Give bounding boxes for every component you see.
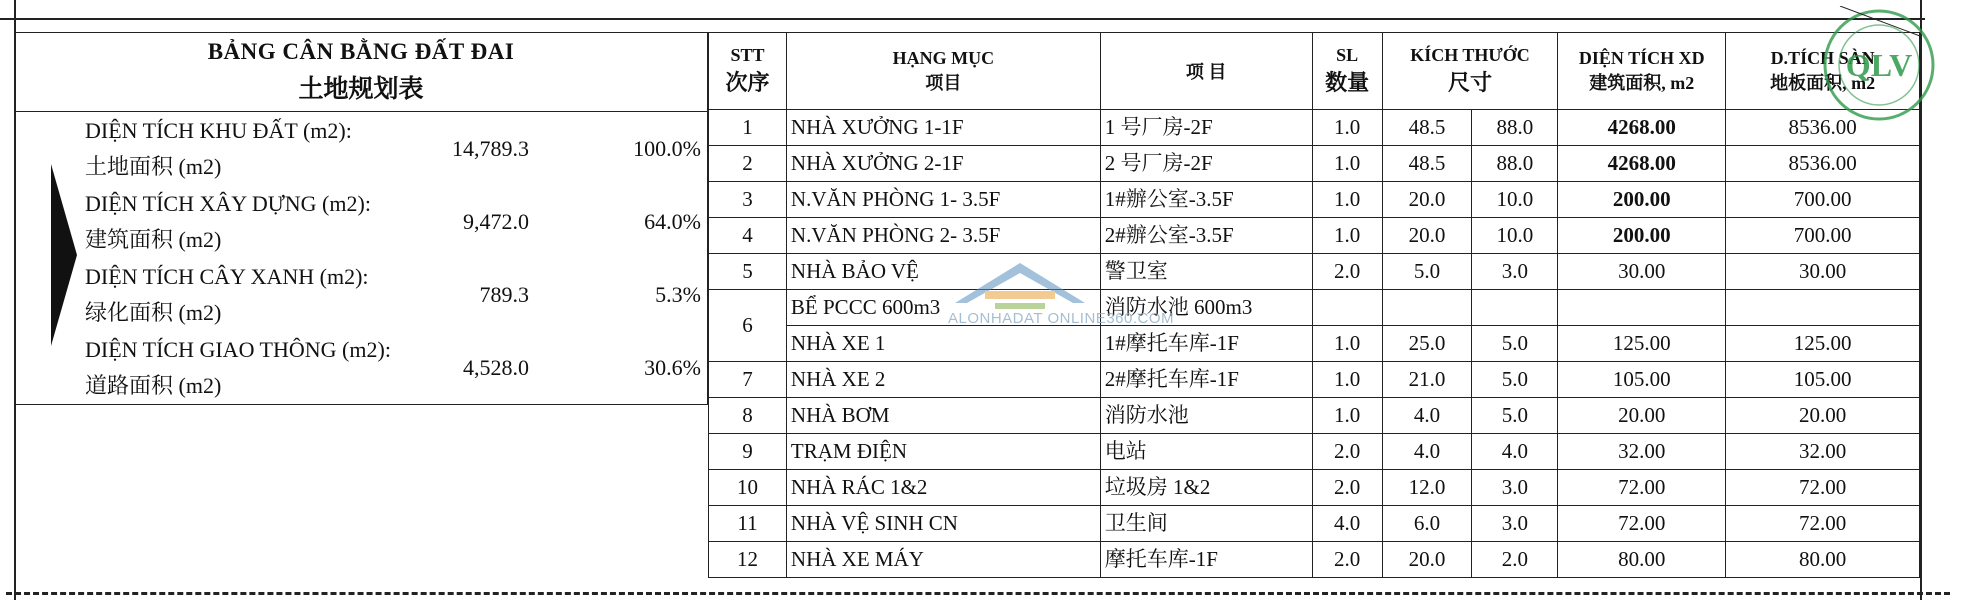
header-sl-cn: 数量	[1325, 70, 1370, 95]
cell-xiang-mu: 2#摩托车库-1F	[1100, 362, 1312, 398]
header-d-tich-san-cn: 地板面积, m2	[1770, 72, 1876, 93]
cell-xiang-mu: 摩托车库-1F	[1100, 542, 1312, 578]
cell-stt: 11	[709, 506, 787, 542]
summary-row-land-area	[15, 112, 707, 184]
cell-dien-tich-xd: 105.00	[1558, 362, 1726, 398]
cell-stt: 2	[709, 146, 787, 182]
header-kich-thuoc-cn: 尺寸	[1447, 70, 1492, 95]
cell-xiang-mu: 电站	[1100, 434, 1312, 470]
land-balance-title-vn: BẢNG CÂN BẰNG ĐẤT ĐAI	[207, 39, 515, 64]
cell-dim-a: 5.0	[1382, 254, 1472, 290]
cell-d-tich-san: 8536.00	[1726, 110, 1920, 146]
cell-xiang-mu: 2 号厂房-2F	[1100, 146, 1312, 182]
cell-dien-tich-xd: 30.00	[1558, 254, 1726, 290]
cell-dim-b: 10.0	[1472, 218, 1558, 254]
cell-hang-muc: NHÀ XE 2	[786, 362, 1100, 398]
table-row	[709, 146, 1920, 182]
cell-xiang-mu: 消防水池	[1100, 398, 1312, 434]
cell-stt: 5	[709, 254, 787, 290]
cell-dien-tich-xd: 72.00	[1558, 506, 1726, 542]
cell-sl: 2.0	[1312, 434, 1382, 470]
cell-xiang-mu: 1#辦公室-3.5F	[1100, 182, 1312, 218]
cell-hang-muc: NHÀ XE MÁY	[786, 542, 1100, 578]
header-hang-muc-vn: HẠNG MỤC	[892, 47, 995, 68]
cell-d-tich-san: 8536.00	[1726, 146, 1920, 182]
cell-sl: 2.0	[1312, 254, 1382, 290]
cell-sl: 1.0	[1312, 218, 1382, 254]
table-row	[709, 434, 1920, 470]
cell-d-tich-san: 32.00	[1726, 434, 1920, 470]
cell-dien-tich-xd: 32.00	[1558, 434, 1726, 470]
cell-xiang-mu: 1#摩托车库-1F	[1100, 326, 1312, 362]
cell-sl	[1312, 290, 1382, 326]
table-row	[709, 542, 1920, 578]
cell-sl: 1.0	[1312, 326, 1382, 362]
cell-dien-tich-xd: 200.00	[1558, 182, 1726, 218]
cell-sl: 4.0	[1312, 506, 1382, 542]
header-sl	[1312, 33, 1382, 110]
cell-hang-muc: TRẠM ĐIỆN	[786, 434, 1100, 470]
table-row	[709, 182, 1920, 218]
summary-row-traffic-area	[15, 331, 707, 403]
table-row	[709, 362, 1920, 398]
cell-hang-muc: NHÀ VỆ SINH CN	[786, 506, 1100, 542]
summary-label-vn: DIỆN TÍCH KHU ĐẤT (m2):	[85, 118, 352, 143]
summary-percent: 100.0%	[633, 136, 701, 161]
cell-xiang-mu: 警卫室	[1100, 254, 1312, 290]
cell-xiang-mu: 1 号厂房-2F	[1100, 110, 1312, 146]
summary-row-green-area	[15, 258, 707, 330]
land-balance-title-cell	[15, 33, 708, 112]
cell-dien-tich-xd: 20.00	[1558, 398, 1726, 434]
cell-d-tich-san: 72.00	[1726, 470, 1920, 506]
header-stt-cn: 次序	[725, 70, 770, 95]
frame-top-line	[0, 18, 1925, 20]
table-row	[709, 470, 1920, 506]
summary-value: 4,528.0	[463, 355, 529, 380]
cell-dien-tich-xd: 125.00	[1558, 326, 1726, 362]
cell-hang-muc: NHÀ XE 1	[786, 326, 1100, 362]
cell-sl: 1.0	[1312, 398, 1382, 434]
header-hang-muc	[786, 33, 1100, 110]
cell-dim-a: 4.0	[1382, 434, 1472, 470]
cell-dim-b: 5.0	[1472, 362, 1558, 398]
cell-xiang-mu: 卫生间	[1100, 506, 1312, 542]
cell-dim-a: 21.0	[1382, 362, 1472, 398]
summary-row-construction-area	[15, 185, 707, 257]
summary-percent: 30.6%	[644, 355, 701, 380]
cell-sl: 1.0	[1312, 182, 1382, 218]
cell-dim-b: 5.0	[1472, 326, 1558, 362]
cell-d-tich-san	[1726, 290, 1920, 326]
header-d-tich-san-vn: D.TÍCH SÀN	[1770, 47, 1875, 68]
cell-hang-muc: N.VĂN PHÒNG 1- 3.5F	[786, 182, 1100, 218]
table-row	[709, 506, 1920, 542]
cell-dien-tich-xd	[1558, 290, 1726, 326]
cell-stt: 12	[709, 542, 787, 578]
svg-text:QLV: QLV	[1845, 47, 1913, 83]
cell-hang-muc: NHÀ BẢO VỆ	[786, 254, 1100, 290]
cell-stt: 3	[709, 182, 787, 218]
cell-dim-a: 20.0	[1382, 182, 1472, 218]
header-dien-tich-xd	[1558, 33, 1726, 110]
cell-dien-tich-xd: 80.00	[1558, 542, 1726, 578]
summary-value: 9,472.0	[463, 209, 529, 234]
cell-hang-muc: NHÀ BƠM	[786, 398, 1100, 434]
cell-d-tich-san: 105.00	[1726, 362, 1920, 398]
cell-hang-muc: BỂ PCCC 600m3	[786, 290, 1100, 326]
header-kich-thuoc-vn: KÍCH THƯỚC	[1410, 45, 1530, 65]
summary-value: 789.3	[479, 282, 529, 307]
cell-dim-b: 3.0	[1472, 506, 1558, 542]
company-stamp-icon	[1820, 6, 1938, 124]
cell-dim-a: 48.5	[1382, 146, 1472, 182]
cell-dim-b: 4.0	[1472, 434, 1558, 470]
cell-dim-a: 48.5	[1382, 110, 1472, 146]
building-items-table	[708, 32, 1920, 578]
cell-d-tich-san: 72.00	[1726, 506, 1920, 542]
cell-sl: 1.0	[1312, 362, 1382, 398]
summary-label-vn: DIỆN TÍCH CÂY XANH (m2):	[85, 264, 369, 289]
cell-xiang-mu: 2#辦公室-3.5F	[1100, 218, 1312, 254]
cell-dien-tich-xd: 4268.00	[1558, 110, 1726, 146]
cell-hang-muc: NHÀ XƯỞNG 2-1F	[786, 146, 1100, 182]
header-stt-vn: STT	[730, 45, 765, 65]
cell-hang-muc: N.VĂN PHÒNG 2- 3.5F	[786, 218, 1100, 254]
land-balance-table	[14, 32, 708, 405]
header-dien-tich-xd-cn: 建筑面积, m2	[1589, 72, 1695, 93]
cell-dim-b: 10.0	[1472, 182, 1558, 218]
cell-dien-tich-xd: 4268.00	[1558, 146, 1726, 182]
dashed-border-line	[6, 592, 1950, 595]
cell-dim-b: 3.0	[1472, 254, 1558, 290]
cell-dim-b: 2.0	[1472, 542, 1558, 578]
cell-xiang-mu: 消防水池 600m3	[1100, 290, 1312, 326]
cell-dim-b: 88.0	[1472, 146, 1558, 182]
table-header-row	[709, 33, 1920, 110]
cell-stt: 7	[709, 362, 787, 398]
watermark-text: ALONHADAT ONLINE360.COM	[948, 310, 1175, 327]
cell-dim-b: 88.0	[1472, 110, 1558, 146]
table-row	[709, 110, 1920, 146]
table-row	[709, 398, 1920, 434]
cell-dim-b	[1472, 290, 1558, 326]
cell-stt: 6	[709, 290, 787, 362]
cell-d-tich-san: 80.00	[1726, 542, 1920, 578]
table-row	[709, 326, 1920, 362]
cell-dien-tich-xd: 72.00	[1558, 470, 1726, 506]
summary-label-vn: DIỆN TÍCH XÂY DỰNG (m2):	[85, 191, 371, 216]
table-row	[709, 254, 1920, 290]
cell-stt: 1	[709, 110, 787, 146]
cell-dim-a: 25.0	[1382, 326, 1472, 362]
summary-label-vn: DIỆN TÍCH GIAO THÔNG (m2):	[85, 337, 391, 362]
header-xiang-mu-cn: 项 目	[1185, 62, 1227, 82]
cell-d-tich-san: 20.00	[1726, 398, 1920, 434]
table-row	[709, 290, 1920, 326]
land-balance-summary-cell	[15, 112, 708, 405]
cell-dim-a: 4.0	[1382, 398, 1472, 434]
summary-label-cn: 土地面积 (m2)	[85, 154, 222, 179]
cell-d-tich-san: 30.00	[1726, 254, 1920, 290]
cell-sl: 2.0	[1312, 470, 1382, 506]
cell-xiang-mu: 垃圾房 1&2	[1100, 470, 1312, 506]
cell-stt: 9	[709, 434, 787, 470]
cell-d-tich-san: 700.00	[1726, 182, 1920, 218]
header-dien-tich-xd-vn: DIỆN TÍCH XD	[1578, 47, 1705, 68]
cell-sl: 1.0	[1312, 146, 1382, 182]
header-xiang-mu	[1100, 33, 1312, 110]
header-stt	[709, 33, 787, 110]
cell-dim-b: 5.0	[1472, 398, 1558, 434]
summary-label-cn: 道路面积 (m2)	[85, 373, 222, 398]
cell-dien-tich-xd: 200.00	[1558, 218, 1726, 254]
cell-sl: 2.0	[1312, 542, 1382, 578]
summary-percent: 5.3%	[655, 282, 701, 307]
table-row	[709, 218, 1920, 254]
cell-sl: 1.0	[1312, 110, 1382, 146]
cell-dim-b: 3.0	[1472, 470, 1558, 506]
cell-dim-a: 12.0	[1382, 470, 1472, 506]
cell-hang-muc: NHÀ RÁC 1&2	[786, 470, 1100, 506]
cell-d-tich-san: 700.00	[1726, 218, 1920, 254]
cell-stt: 4	[709, 218, 787, 254]
cell-stt: 8	[709, 398, 787, 434]
cell-dim-a: 20.0	[1382, 542, 1472, 578]
header-kich-thuoc	[1382, 33, 1558, 110]
header-sl-vn: SL	[1336, 45, 1359, 65]
land-balance-title-cn: 土地规划表	[298, 76, 424, 103]
cell-dim-a: 6.0	[1382, 506, 1472, 542]
summary-label-cn: 绿化面积 (m2)	[85, 300, 222, 325]
cell-d-tich-san: 125.00	[1726, 326, 1920, 362]
cell-dim-a: 20.0	[1382, 218, 1472, 254]
cell-stt: 10	[709, 470, 787, 506]
summary-value: 14,789.3	[452, 136, 529, 161]
summary-label-cn: 建筑面积 (m2)	[85, 227, 222, 252]
cell-dim-a	[1382, 290, 1472, 326]
header-hang-muc-cn: 项目	[925, 72, 962, 93]
summary-percent: 64.0%	[644, 209, 701, 234]
cell-hang-muc: NHÀ XƯỞNG 1-1F	[786, 110, 1100, 146]
